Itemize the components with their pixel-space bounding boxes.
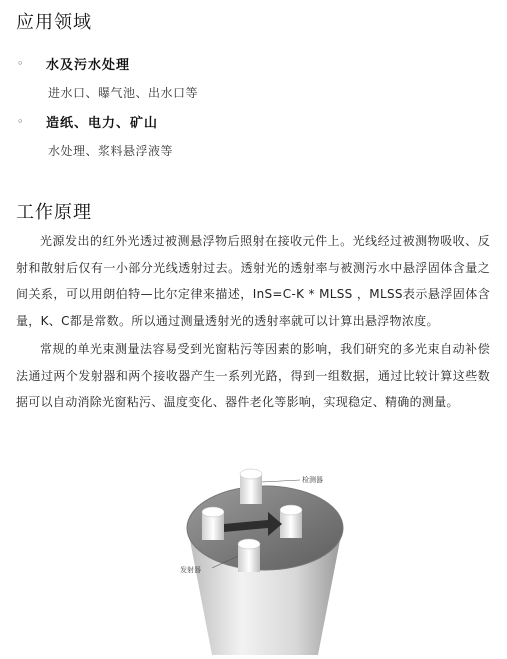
application-item-title: 造纸、电力、矿山 bbox=[46, 116, 159, 131]
bullet-icon: ◦ bbox=[17, 115, 24, 128]
application-item-sub: 进水口、曝气池、出水口等 bbox=[48, 86, 199, 100]
application-heading: 应用领域 bbox=[16, 12, 92, 33]
emitter-label: 发射器 bbox=[180, 566, 201, 574]
sensor-figure bbox=[150, 460, 380, 655]
sensor-diagram bbox=[150, 460, 380, 655]
receiver-label: 检测器 bbox=[302, 476, 323, 484]
principle-heading: 工作原理 bbox=[16, 202, 92, 223]
application-item-title: 水及污水处理 bbox=[46, 58, 131, 73]
principle-paragraph: 常规的单光束测量法容易受到光窗粘污等因素的影响，我们研究的多光束自动补偿法通过两个发射器和两个接收器产生一系列光路，得到一组数据，通过比较计算这些数据可以自动消除光窗粘污、温度变化、器件老化等影响，实现稳定、精确的测量。 bbox=[16, 342, 490, 409]
principle-paragraph: 光源发出的红外光透过被测悬浮物后照射在接收元件上。光线经过被测物吸收、反射和散射后仅有一小部分光线透射过去。透射光的透射率与被测污水中悬浮固体含量之间关系，可以用朗伯特—比尔定律来描述，InS=C-K * MLSS ，MLSS表示悬浮固体含量，K、C都是常数。所以通过测量透射光的透射率就可以计算出悬浮物浓度。 bbox=[16, 234, 490, 328]
bullet-icon: ◦ bbox=[17, 57, 24, 70]
application-item-sub: 水处理、浆料悬浮液等 bbox=[48, 144, 174, 158]
